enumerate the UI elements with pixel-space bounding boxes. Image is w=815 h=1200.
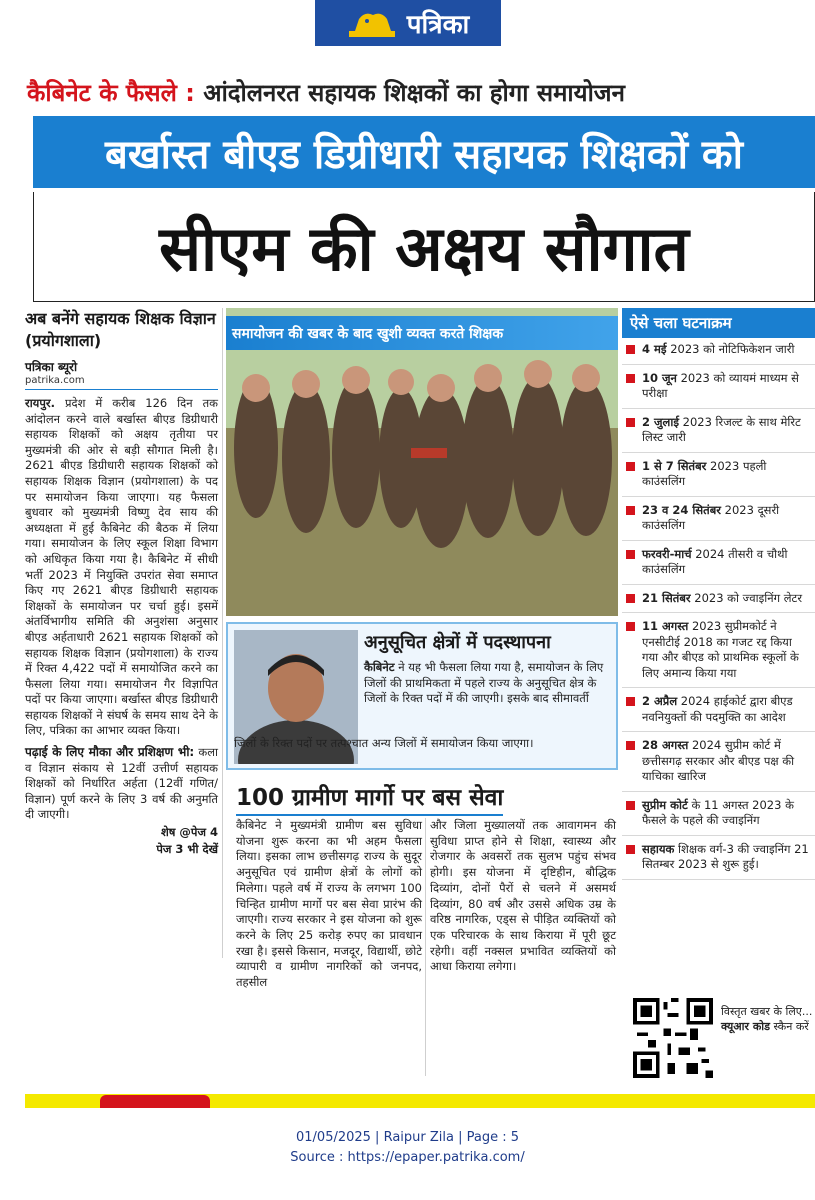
timeline-item: 4 मई 2023 को नोटिफिकेशन जारी: [622, 342, 815, 365]
scheduled-areas-title: अनुसूचित क्षेत्रों में पदस्थापना: [364, 632, 551, 653]
timeline-item: सुप्रीम कोर्ट के 11 अगस्त 2023 के फैसले के पहले की ज्वाइनिंग: [622, 798, 815, 836]
timeline-item: सहायक शिक्षक वर्ग-3 की ज्वाइनिंग 21 सितम्बर 2023 से शुरू हुई।: [622, 842, 815, 880]
bus-column-1: कैबिनेट ने मुख्यमंत्री ग्रामीण बस सुविधा योजना शुरू करना का भी अहम फैसला लिया। इसका लाभ छत्तीसगढ़ राज्य के सुदूर अनुसूचित एवं ग्रामीण क्षेत्रों के लोगों को मिलेगा। पहले वर्ष में राज्य के लगभग 100 चिन्हित ग्रामीण मार्गो पर बस सेवा प्रारंभ की जाएगी। राज्य सरकार ने इस योजना को शुरू करने के लिए 25 करोड़ रुपए का प्रावधान रखा है। इससे किसान, मजदूर, विद्यार्थी, छोटे व्यापारी व ग्रामीण नागरिकों को जनपद, तहसील: [236, 818, 422, 990]
main-story: [25, 308, 218, 948]
scheduled-areas-body: ने यह भी फैसला लिया गया है, समायोजन के लिए जिलों की प्राथमिकता में पहले राज्य के अनुसूचित क्षेत्र के जिलों के रिक्त पदों में की जाएगी। इसके बाद सीमावर्ती: [364, 660, 604, 706]
bullet-square-icon: [626, 550, 635, 559]
timeline-item: 1 से 7 सितंबर 2023 पहली काउंसलिंग: [622, 459, 815, 497]
timeline-item: 11 अगस्त 2023 सुप्रीमकोर्ट ने एनसीटीई 2018 का गजट रद्द किया गया और बीएड को प्राथमिक स्कूलों के लिए अमान्य किया गया: [622, 619, 815, 688]
masthead: [315, 0, 501, 46]
headline-box: [33, 192, 815, 302]
footer: [0, 1128, 815, 1168]
scheduled-areas-text-2: जिलों के रिक्त पदों पर तत्पश्चात अन्य जिलों में समायोजन किया जाएगा।: [234, 736, 534, 750]
bullet-square-icon: [626, 845, 635, 854]
lion-logo-icon: [347, 7, 397, 39]
timeline-item: फरवरी-मार्च 2024 तीसरी व चौथी काउंसलिंग: [622, 547, 815, 585]
kicker-label: कैबिनेट के फैसले :: [27, 79, 195, 107]
byline: पत्रिका ब्यूरो: [25, 360, 78, 374]
qr-promo: [633, 998, 815, 1078]
bus-column-divider: [425, 818, 426, 1076]
timeline-list: [622, 342, 815, 880]
bullet-square-icon: [626, 801, 635, 810]
scheduled-areas-box: [226, 622, 618, 770]
timeline-item: 2 अप्रैल 2024 हाईकोर्ट द्वारा बीएड नवनियुक्तों की पदमुक्ति का आदेश: [622, 694, 815, 732]
timeline-title: ऐसे चला घटनाक्रम: [622, 308, 815, 338]
bus-column-2: और जिला मुख्यालयों तक आवागमन की सुविधा प्राप्त होने से शिक्षा, स्वास्थ्य और रोजगार के अवसरों तक सुलभ पहुंच संभव होगी। इस योजना में दृष्टिहीन, बौद्धिक दिव्यांग, दोनों पैरों से चलने में असमर्थ दिव्यांग, 80 वर्ष और उससे अधिक उम्र के वरिष्ठ नागरिक, एड्स से पीड़ित व्यक्तियों को एक परिचारक के साथ किराया में पूरी छूट रहेगी। वहीं नक्सल प्रभावित व्यक्तियों को आधा किराया लगेगा।: [430, 818, 616, 974]
brand-name: पत्रिका: [406, 10, 470, 40]
scheduled-areas-text: [364, 660, 614, 707]
continuation-2: पेज 3 भी देखें: [156, 842, 218, 857]
dateline: रायपुर.: [25, 396, 55, 410]
group-photo: [226, 308, 618, 616]
story-text: प्रदेश में करीब 126 दिन तक आंदोलन करने वाले बर्खास्त बीएड डिग्रीधारी सहायक शिक्षकों को अक्षय तृतीया पर मुख्यमंत्री की ओर से बड़ी सौगात मिली है। 2621 बीएड डिग्रीधारी सहायक शिक्षकों को सहायक शिक्षक विज्ञान (प्रयोगशाला) के पद पर समायोजन किया जाएगा। यह फैसला बुधवार को मुख्यमंत्री विष्णु देव साय की अध्यक्षता में हुई कैबिनेट की बैठक में लिया गया। समायोजन के लिए स्कूल शिक्षा विभाग को अधिकृत किया गया है। कैबिनेट में सीधी भर्ती 2023 में नियुक्ति उपरांत सेवा समाप्त किए गए 2621 बीएड डिग्रीधारी सहायक शिक्षकों के समायोजन पर चर्चा हुई। इसमें अंतर्विभागीय समिति की अनुशंसा अनुसार बीएड अर्हताधारी 2621 सहायक शिक्षकों को सहायक शिक्षक विज्ञान (प्रयोगशाला) के राज्य में रिक्त 4,422 पदों में समायोजित करने का फैसला लिया गया। समायोजन गैर विज्ञापित पदों पर किया जाएगा। बर्खास्त बीएड डिग्रीधारी सहायक शिक्षकों ने संघर्ष के समय साथ देने के लिए, पत्रिका का आभार व्यक्त किया।: [25, 396, 218, 738]
bullet-square-icon: [626, 594, 635, 603]
headline-line1: बर्खास्त बीएड डिग्रीधारी सहायक शिक्षकों को: [105, 131, 743, 178]
bottom-logo: [100, 1095, 210, 1108]
group-photo-image: [226, 308, 618, 616]
timeline-item: 2 जुलाई 2023 रिजल्ट के साथ मेरिट लिस्ट जारी: [622, 415, 815, 453]
kicker-text: आंदोलनरत सहायक शिक्षकों का होगा समायोजन: [203, 79, 625, 107]
bullet-square-icon: [626, 506, 635, 515]
side-body: कला व विज्ञान संकाय से 12वीं उत्तीर्ण सहायक शिक्षकों को निर्धारित अर्हता (12वीं गणित/विज्ञान) पूर्ण करने के लिए 3 वर्ष की अनुमति दी जाएगी।: [25, 745, 218, 822]
story-subhead: अब बनेंगे सहायक शिक्षक विज्ञान (प्रयोगशाला): [25, 309, 216, 350]
timeline-item: 28 अगस्त 2024 सुप्रीम कोर्ट में छत्तीसगढ़ सरकार और बीएड पक्ष की याचिका खारिज: [622, 738, 815, 792]
timeline: [622, 308, 815, 1088]
bullet-square-icon: [626, 741, 635, 750]
bus-title: 100 ग्रामीण मार्गो पर बस सेवा: [236, 780, 503, 816]
side-story: [25, 745, 218, 823]
timeline-item: 21 सितंबर 2023 को ज्वाइनिंग लेटर: [622, 591, 815, 614]
kicker: [27, 76, 625, 109]
footer-meta: 01/05/2025 | Raipur Zila | Page : 5: [296, 1130, 519, 1145]
bullet-square-icon: [626, 345, 635, 354]
bullet-square-icon: [626, 622, 635, 631]
footer-source[interactable]: Source : https://epaper.patrika.com/: [290, 1150, 525, 1165]
timeline-item: 23 व 24 सितंबर 2023 दूसरी काउंसलिंग: [622, 503, 815, 541]
qr-caption: विस्तृत खबर के लिए... क्यूआर कोड स्कैन करें: [721, 1005, 813, 1033]
byline-url: patrika.com: [25, 375, 218, 390]
qr-code-icon[interactable]: [633, 998, 713, 1078]
newspaper-page: [25, 68, 815, 1108]
bullet-square-icon: [626, 462, 635, 471]
side-head: पढ़ाई के लिए मौका और प्रशिक्षण भी:: [25, 745, 195, 760]
bullet-square-icon: [626, 697, 635, 706]
story-body: [25, 396, 218, 739]
headline-line2: सीएम की अक्षय सौगात: [159, 211, 689, 285]
scheduled-areas-lead: कैबिनेट: [364, 660, 395, 674]
bullet-square-icon: [626, 418, 635, 427]
timeline-item: 10 जून 2023 को व्यायमं माध्यम से परीक्षा: [622, 371, 815, 409]
bullet-square-icon: [626, 374, 635, 383]
photo-caption: समायोजन की खबर के बाद खुशी व्यक्त करते शिक्षक: [226, 316, 618, 350]
headline-band: [33, 116, 815, 188]
continuation-1: शेष @पेज 4: [160, 825, 218, 840]
column-divider: [222, 308, 223, 958]
